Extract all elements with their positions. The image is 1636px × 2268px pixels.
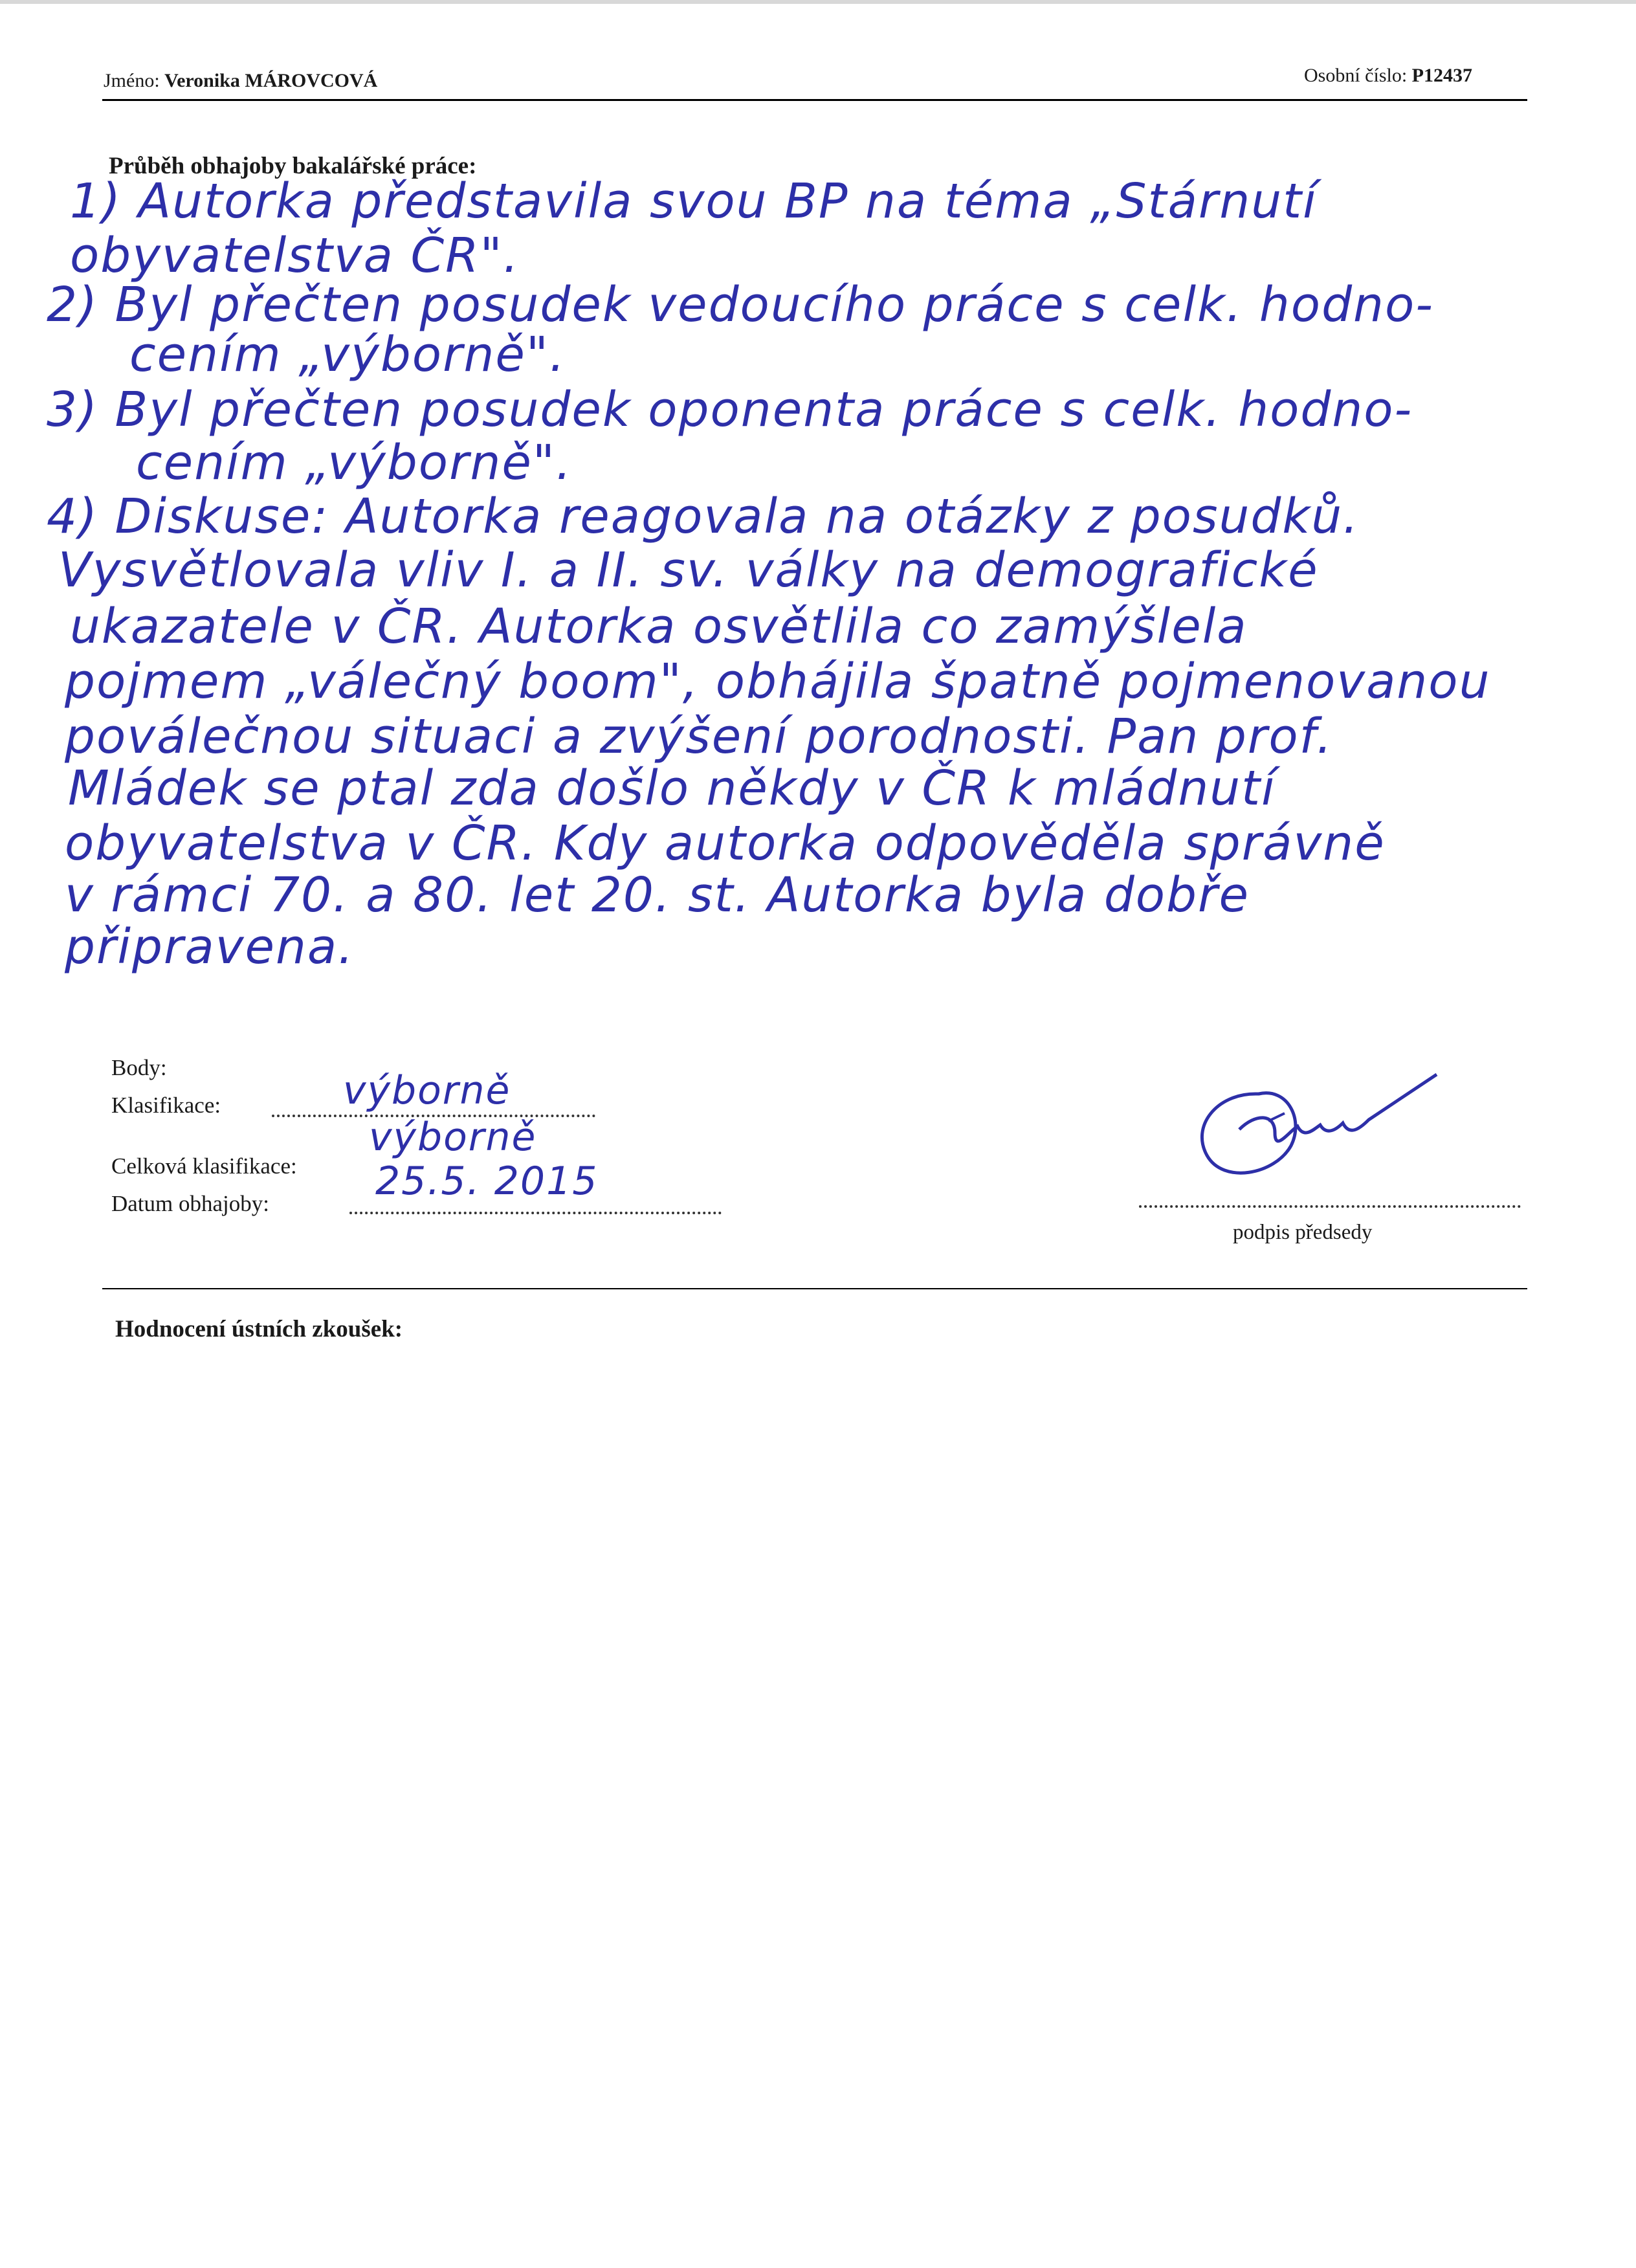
id-label: Osobní číslo: [1304,65,1408,86]
header-rule [102,99,1527,101]
handwritten-line-3: 2) Byl přečten posudek vedoucího práce s celk. hodno- [47,277,1434,333]
body-label: Body: [111,1055,167,1080]
id-field [1304,65,1472,87]
handwritten-line-5: 3) Byl přečten posudek oponenta práce s celk. hodno- [47,382,1413,438]
scan-edge [0,0,1636,4]
name-label: Jméno: [104,70,160,91]
oral-section-title: Hodnocení ústních zkoušek: [115,1316,403,1342]
handwritten-line-11: poválečnou situaci a zvýšení porodnosti. Pan prof. [65,709,1333,764]
handwritten-line-10: pojmem „válečný boom", obhájila špatně pojmenovanou [65,654,1491,709]
handwritten-line-9: ukazatele v ČR. Autorka osvětlila co zamýšlela [70,599,1248,654]
handwritten-line-15: připravena. [65,919,355,975]
klasifikace-value: výborně [343,1068,511,1113]
signature-dotted-line [1139,1205,1521,1208]
id-value: P12437 [1411,65,1472,86]
handwritten-line-1: 1) Autorka představila svou BP na téma „Stárnutí [70,173,1318,229]
defense-section-title: Průběh obhajoby bakalářské práce: [109,153,477,179]
handwritten-line-8: Vysvětlovala vliv I. a II. sv. války na demografické [58,542,1319,598]
name-field [104,70,377,92]
section-divider [102,1288,1527,1289]
handwritten-line-6: cením „výborně". [136,435,573,491]
signature-caption: podpis předsedy [1233,1221,1373,1244]
celkova-klasifikace-label: Celková klasifikace: [111,1153,297,1179]
datum-obhajoby-value: 25.5. 2015 [375,1159,599,1204]
klasifikace-label: Klasifikace: [111,1093,221,1118]
handwritten-line-12: Mládek se ptal zda došlo někdy v ČR k mládnutí [68,761,1276,816]
celkova-klasifikace-value: výborně [369,1115,537,1160]
handwritten-line-2: obyvatelstva ČR". [70,228,520,284]
handwritten-line-7: 4) Diskuse: Autorka reagovala na otázky z posudků. [47,489,1360,544]
datum-dotted-line [349,1212,722,1214]
handwritten-line-13: obyvatelstva v ČR. Kdy autorka odpověděla správně [65,816,1386,871]
name-value: Veronika MÁROVCOVÁ [164,70,378,91]
handwritten-line-4: cením „výborně". [129,327,566,383]
handwritten-line-14: v rámci 70. a 80. let 20. st. Autorka byla dobře [65,867,1250,923]
datum-obhajoby-label: Datum obhajoby: [111,1191,269,1216]
chairman-signature-image [1178,1049,1450,1197]
